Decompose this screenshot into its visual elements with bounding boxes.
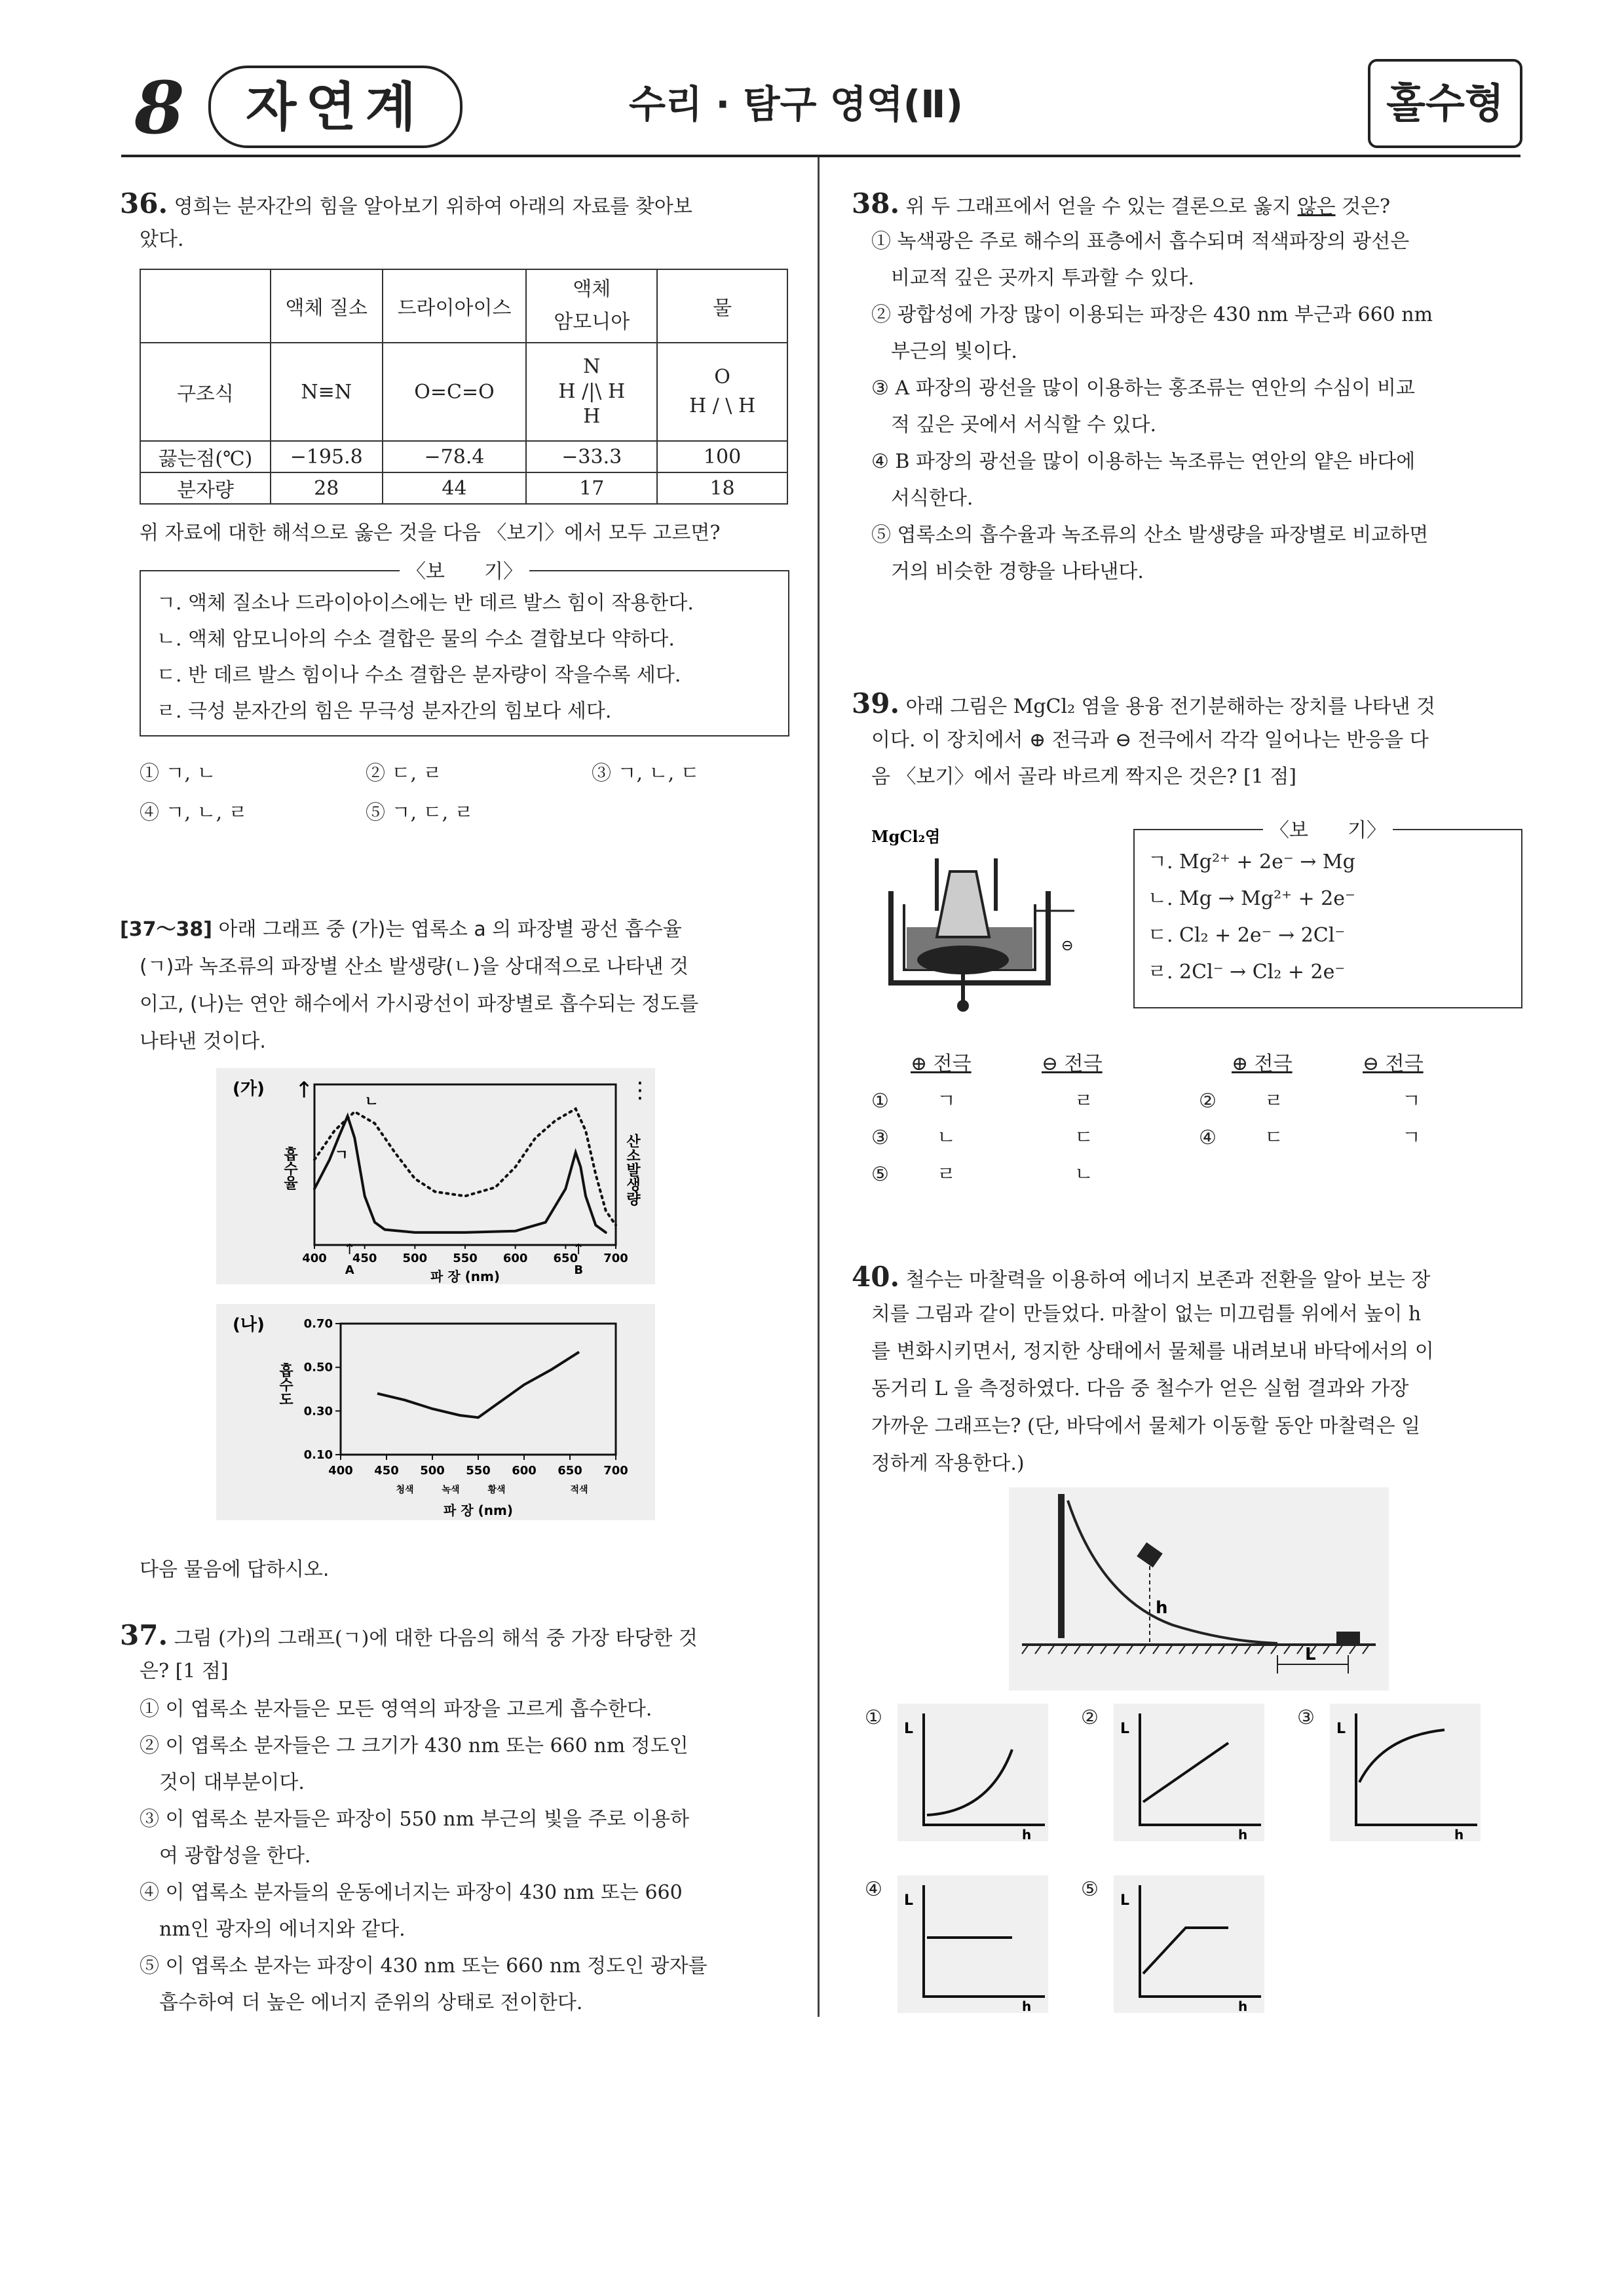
choice-4[interactable]: ④ ㄱ, ㄴ, ㄹ <box>140 801 248 824</box>
question-stem: 위 두 그래프에서 얻을 수 있는 결론으로 옳지 <box>905 195 1298 218</box>
choice-1[interactable]: ① ㄱ, ㄴ <box>140 762 216 785</box>
slide-figure <box>1009 1487 1389 1691</box>
marker-arrow: ↑ <box>573 1242 585 1258</box>
choice-1[interactable]: ① ㄱ ㄹ <box>871 1090 1093 1113</box>
table-header: 액체 질소 <box>271 269 383 343</box>
y-tick-label: 0.10 <box>303 1448 333 1462</box>
choice-3[interactable]: ③ ㄴ ㄷ <box>871 1126 1093 1149</box>
series-label: ㄱ <box>334 1147 349 1164</box>
marker-label: A <box>345 1263 354 1277</box>
graph-background <box>1114 1875 1264 2013</box>
x-tick-label: 550 <box>453 1252 478 1265</box>
x-axis-label: 파 장 (nm) <box>430 1269 500 1284</box>
choice-2-cont: 것이 대부분이다. <box>159 1771 305 1794</box>
graph-x-label: h <box>1022 1827 1032 1841</box>
graph-background <box>1114 1704 1264 1841</box>
intro-line: 나타낸 것이다. <box>140 1030 266 1053</box>
y-axis-label-right: 산소발생량 <box>624 1134 641 1206</box>
cathode-symbol-icon: ⊖ <box>1061 938 1074 954</box>
x-tick-label: 550 <box>466 1464 491 1478</box>
bogi-item: ㄱ. Mg²⁺ + 2e⁻ → Mg <box>1148 851 1355 873</box>
choice-graph-3 <box>1330 1704 1481 1841</box>
choice-5[interactable]: ⑤ ㄹ ㄴ <box>871 1163 1093 1186</box>
y-axis-label: 흡수도 <box>276 1363 293 1406</box>
choice-graph-4 <box>897 1875 1048 2013</box>
choice-5[interactable]: ⑤ 엽록소의 흡수율과 녹조류의 산소 발생량을 파장별로 비교하면 <box>871 524 1429 546</box>
color-band-label: 적색 <box>570 1485 588 1495</box>
choice-2[interactable]: ② <box>1081 1706 1099 1729</box>
svg-text:⋮: ⋮ <box>629 1077 651 1103</box>
column-header-plus: ⊕ 전극 <box>911 1052 972 1075</box>
question-stem-line: 아래 그림은 MgCl₂ 염을 용융 전기분해하는 장치를 나타낸 것 <box>905 695 1435 718</box>
bogi-title: 〈보 기〉 <box>1263 819 1393 842</box>
x-tick-label: 650 <box>553 1252 578 1265</box>
choice-2[interactable]: ② ㄹ ㄱ <box>1199 1090 1421 1113</box>
x-tick-label: 700 <box>603 1252 628 1265</box>
table-cell: −33.3 <box>526 441 657 472</box>
x-tick-label: 700 <box>603 1464 628 1478</box>
question-number: 37. <box>120 1619 168 1651</box>
table-header: 액체 암모니아 <box>526 269 657 343</box>
y-tick-label: 0.70 <box>303 1317 333 1331</box>
question-stem-line: 를 변화시키면서, 정지한 상태에서 물체를 내려보내 바닥에서의 이 <box>871 1340 1434 1363</box>
choice-1[interactable]: ① <box>865 1706 882 1729</box>
choice-3[interactable]: ③ A 파장의 광선을 많이 이용하는 홍조류는 연안의 수심이 비교 <box>871 377 1415 400</box>
choice-2[interactable]: ② 이 엽록소 분자들은 그 크기가 430 nm 또는 660 nm 정도인 <box>140 1734 689 1757</box>
intro-line: (ㄱ)과 녹조류의 파장별 산소 발생량(ㄴ)을 상대적으로 나타낸 것 <box>140 955 689 978</box>
chart-ga <box>216 1068 655 1284</box>
bogi-item: ㄴ. Mg → Mg²⁺ + 2e⁻ <box>1148 887 1355 910</box>
table-cell: 18 <box>657 472 787 504</box>
bogi-item: ㄹ. 2Cl⁻ → Cl₂ + 2e⁻ <box>1148 961 1346 984</box>
choice-graph-5 <box>1114 1875 1264 2013</box>
formula-cell: O H / \ H <box>657 343 787 441</box>
choice-4-cont: 서식한다. <box>891 487 973 510</box>
series-label: ㄴ <box>364 1093 379 1110</box>
bogi-item: ㄱ. 액체 질소나 드라이아이스에는 반 데르 발스 힘이 작용한다. <box>157 592 694 615</box>
question-stem-line: 치를 그림과 같이 만들었다. 마찰이 없는 미끄럼틀 위에서 높이 h <box>871 1303 1422 1326</box>
electrolysis-apparatus-figure <box>865 819 1087 1016</box>
x-tick-label: 450 <box>352 1252 377 1265</box>
choice-3-cont: 적 깊은 곳에서 서식할 수 있다. <box>891 413 1156 436</box>
question-stem: 것은? <box>1335 195 1391 218</box>
formula-cell: O=C=O <box>383 343 527 441</box>
choice-5[interactable]: ⑤ ㄱ, ㄷ, ㄹ <box>366 801 474 824</box>
graph-y-label: L <box>904 1721 914 1737</box>
panel-label: (나) <box>233 1315 265 1335</box>
choice-5-cont: 거의 비슷한 경향을 나타낸다. <box>891 560 1144 583</box>
graph-y-label: L <box>904 1892 914 1909</box>
question-stem-line: 가까운 그래프는? (단, 바닥에서 물체가 이동할 동안 마찰력은 일 <box>871 1415 1421 1438</box>
question-number: 39. <box>852 687 900 719</box>
bogi-box <box>1133 819 1522 1008</box>
choice-1[interactable]: ① 이 엽록소 분자들은 모든 영역의 파장을 고르게 흡수한다. <box>140 1698 652 1721</box>
category-badge: 자연계 <box>208 66 463 148</box>
question-prompt: 위 자료에 대한 해석으로 옳은 것을 다음 〈보기〉에서 모두 고르면? <box>140 522 721 545</box>
distance-label: L <box>1305 1645 1316 1664</box>
exam-type-badge: 홀수형 <box>1368 59 1522 148</box>
table-header: 드라이아이스 <box>383 269 527 343</box>
choice-2[interactable]: ② ㄷ, ㄹ <box>366 762 442 785</box>
choice-1-cont: 비교적 깊은 곳까지 투과할 수 있다. <box>891 267 1194 290</box>
x-tick-label: 450 <box>374 1464 399 1478</box>
graph-y-label: L <box>1120 1721 1130 1737</box>
x-tick-label: 500 <box>402 1252 428 1265</box>
bogi-title: 〈보 기〉 <box>400 560 529 583</box>
choice-5-cont: 흡수하여 더 높은 에너지 준위의 상태로 전이한다. <box>159 1991 583 2014</box>
choice-2[interactable]: ② 광합성에 가장 많이 이용되는 파장은 430 nm 부근과 660 nm <box>871 303 1433 326</box>
y-tick-label: 0.50 <box>303 1360 333 1375</box>
question-38 <box>852 185 1390 225</box>
graph-x-label: h <box>1454 1827 1464 1841</box>
row-label: 구조식 <box>140 343 271 441</box>
question-number: 38. <box>852 187 900 220</box>
question-stem-line: 음 〈보기〉에서 골라 바르게 짝지은 것은? [1 점] <box>871 765 1297 788</box>
graph-y-label: L <box>1120 1892 1130 1909</box>
question-stem-line: 았다. <box>140 228 184 251</box>
table-header: 물 <box>657 269 787 343</box>
panel-label: (가) <box>233 1079 265 1099</box>
header-divider <box>121 155 1520 157</box>
graph-background <box>1330 1704 1481 1841</box>
choice-4[interactable]: ④ B 파장의 광선을 많이 이용하는 녹조류는 연안의 얕은 바다에 <box>871 450 1416 473</box>
marker-arrow: ↑ <box>343 1242 356 1258</box>
choice-graph-2 <box>1114 1704 1264 1841</box>
graph-background <box>897 1875 1048 2013</box>
x-tick-label: 650 <box>557 1464 582 1478</box>
height-label: h <box>1156 1598 1168 1618</box>
graph-background <box>897 1704 1048 1841</box>
choice-graph-1 <box>897 1704 1048 1841</box>
graph-y-label: L <box>1336 1721 1346 1737</box>
chart-na <box>216 1304 655 1520</box>
formula-cell: N≡N <box>271 343 383 441</box>
column-header-minus: ⊖ 전극 <box>1363 1052 1424 1075</box>
choice-3[interactable]: ③ 이 엽록소 분자들은 파장이 550 nm 부근의 빛을 주로 이용하 <box>140 1808 689 1831</box>
color-band-label: 황색 <box>487 1485 506 1495</box>
svg-text:↑: ↑ <box>295 1077 314 1103</box>
row-label: 분자량 <box>140 472 271 504</box>
question-number: 40. <box>852 1261 900 1293</box>
question-stem-line: 동거리 L 을 측정하였다. 다음 중 철수가 얻은 실험 결과와 가장 <box>871 1377 1409 1400</box>
molecule-table <box>140 269 788 505</box>
page-number: 8 <box>134 66 185 150</box>
choice-4[interactable]: ④ 이 엽록소 분자들의 운동에너지는 파장이 430 nm 또는 660 <box>140 1881 683 1904</box>
choice-1[interactable]: ① 녹색광은 주로 해수의 표층에서 흡수되며 적색파장의 광선은 <box>871 230 1410 253</box>
choice-4[interactable]: ④ ㄷ ㄱ <box>1199 1126 1421 1149</box>
choice-5[interactable]: ⑤ 이 엽록소 분자는 파장이 430 nm 또는 660 nm 정도인 광자를 <box>140 1955 708 1978</box>
question-number: 36. <box>120 187 168 220</box>
marker-label: B <box>574 1263 584 1277</box>
table-cell: −78.4 <box>383 441 527 472</box>
graph-x-label: h <box>1238 1999 1248 2013</box>
x-tick-label: 600 <box>502 1252 528 1265</box>
question-stem-line: 은? [1 점] <box>140 1660 229 1683</box>
question-stem-emphasis: 않은 <box>1297 195 1336 218</box>
table-cell: 100 <box>657 441 787 472</box>
choice-3[interactable]: ③ <box>1297 1706 1315 1729</box>
bogi-item: ㄹ. 극성 분자간의 힘은 무극성 분자간의 힘보다 세다. <box>157 700 612 723</box>
choice-3[interactable]: ③ ㄱ, ㄴ, ㄷ <box>592 762 700 785</box>
intro-37-38 <box>120 911 698 1060</box>
y-axis-label: 흡수율 <box>281 1147 298 1190</box>
question-stem-line: 정하게 작용한다.) <box>871 1452 1025 1475</box>
x-tick-label: 500 <box>420 1464 445 1478</box>
table-cell: 44 <box>383 472 527 504</box>
color-band-label: 청색 <box>396 1485 414 1495</box>
table-cell: 28 <box>271 472 383 504</box>
choice-4-cont: nm인 광자의 에너지와 같다. <box>159 1918 406 1941</box>
apparatus-label: MgCl₂염 <box>871 827 941 846</box>
choice-3-cont: 여 광합성을 한다. <box>159 1845 311 1867</box>
formula-cell: N H /|\ H H <box>526 343 657 441</box>
question-stem-line: 영희는 분자간의 힘을 알아보기 위하여 아래의 자료를 찾아보 <box>174 195 692 218</box>
x-tick-label: 400 <box>328 1464 353 1478</box>
question-stem-line: 이다. 이 장치에서 ⊕ 전극과 ⊖ 전극에서 각각 일어나는 반응을 다 <box>871 729 1429 752</box>
followup-text: 다음 물음에 답하시오. <box>140 1558 330 1581</box>
x-tick-label: 400 <box>302 1252 327 1265</box>
color-band-label: 녹색 <box>442 1485 460 1495</box>
table-cell: −195.8 <box>271 441 383 472</box>
bogi-item: ㄷ. 반 데르 발스 힘이나 수소 결합은 분자량이 작을수록 세다. <box>157 664 681 687</box>
choice-2-cont: 부근의 빛이다. <box>891 340 1017 363</box>
question-stem-line: 그림 (가)의 그래프(ㄱ)에 대한 다음의 해석 중 가장 타당한 것 <box>174 1627 698 1650</box>
bogi-box <box>140 560 789 737</box>
graph-x-label: h <box>1238 1827 1248 1841</box>
bogi-item: ㄴ. 액체 암모니아의 수소 결합은 물의 수소 결합보다 약하다. <box>157 628 675 651</box>
row-label: 끓는점(℃) <box>140 441 271 472</box>
column-header-minus: ⊖ 전극 <box>1042 1052 1103 1075</box>
graph-x-label: h <box>1022 1999 1032 2013</box>
column-divider <box>818 157 820 2017</box>
column-header-plus: ⊕ 전극 <box>1232 1052 1293 1075</box>
x-axis-label: 파 장 (nm) <box>444 1502 513 1518</box>
choice-5[interactable]: ⑤ <box>1081 1878 1099 1901</box>
intro-line: 이고, (나)는 연안 해수에서 가시광선이 파장별로 흡수되는 정도를 <box>140 993 699 1016</box>
choice-4[interactable]: ④ <box>865 1878 882 1901</box>
intro-line: 아래 그래프 중 (가)는 엽록소 a 의 파장별 광선 흡수율 <box>218 918 682 941</box>
bogi-item: ㄷ. Cl₂ + 2e⁻ → 2Cl⁻ <box>1148 924 1346 947</box>
intro-label: [37～38] <box>120 918 212 941</box>
page-title: 수리 · 탐구 영역(Ⅱ) <box>629 82 963 126</box>
x-tick-label: 600 <box>512 1464 537 1478</box>
y-tick-label: 0.30 <box>303 1404 333 1419</box>
question-stem-line: 철수는 마찰력을 이용하여 에너지 보존과 전환을 알아 보는 장 <box>905 1269 1431 1292</box>
table-cell: 17 <box>526 472 657 504</box>
